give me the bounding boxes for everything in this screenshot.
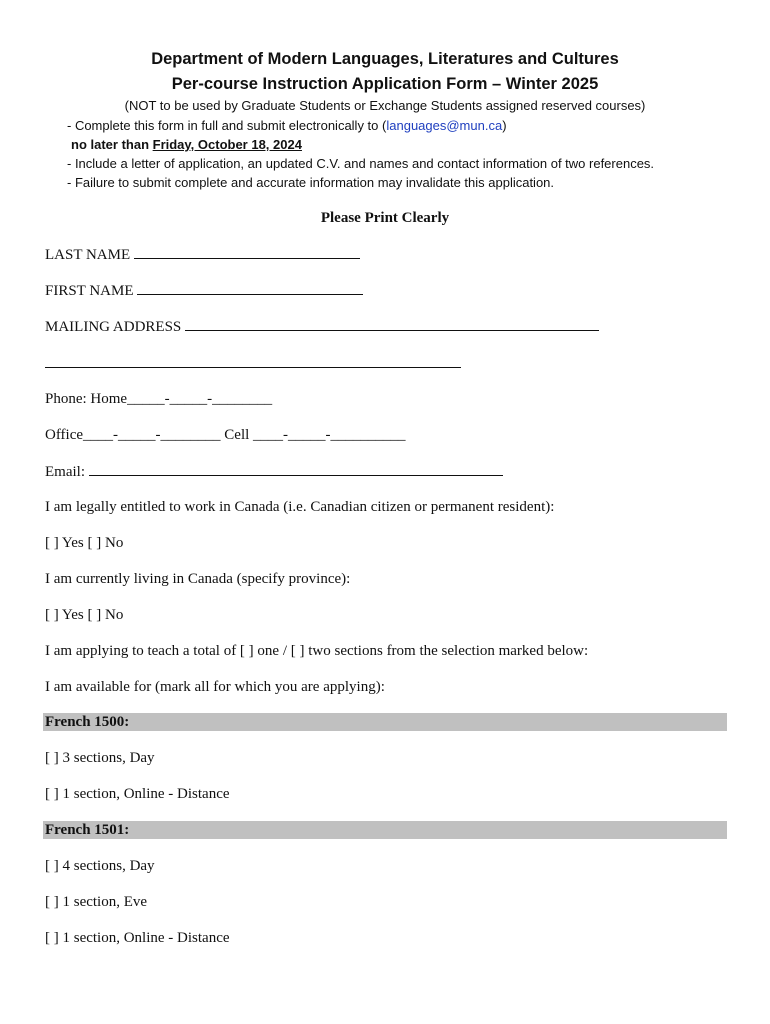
print-clearly-heading: Please Print Clearly — [320, 210, 450, 226]
course-name: French 1501: — [45, 822, 130, 838]
mailing-address-label: MAILING ADDRESS — [45, 319, 182, 335]
instruction-submit-prefix: - Complete this form in full and submit electronically to ( — [67, 118, 387, 133]
mailing-address-line-2-field[interactable] — [45, 355, 461, 368]
living-in-canada-question: I am currently living in Canada (specify province): — [45, 571, 351, 587]
last-name-label: LAST NAME — [45, 247, 131, 263]
last-name-row — [45, 246, 360, 264]
submission-email-link[interactable]: languages@mun.ca — [386, 118, 503, 133]
availability-label: I am available for (mark all for which you are applying): — [45, 679, 385, 695]
mailing-address-row — [45, 318, 599, 336]
deadline-prefix: no later than — [71, 137, 153, 152]
deadline-date: Friday, October 18, 2024 — [152, 137, 302, 152]
course-header-french-1501 — [43, 821, 727, 839]
instruction-submit — [67, 117, 507, 135]
first-name-field[interactable] — [137, 282, 363, 295]
instruction-submit-suffix: ) — [502, 118, 507, 133]
first-name-row — [45, 282, 363, 300]
living-in-canada-options[interactable]: [ ] Yes [ ] No — [45, 607, 124, 623]
instruction-deadline — [71, 136, 302, 154]
mailing-address-line-2-row — [45, 355, 461, 373]
instruction-attachments: - Include a letter of application, an updated C.V. and names and contact information of two references. — [67, 156, 655, 171]
course-option[interactable]: [ ] 1 section, Online - Distance — [45, 930, 230, 946]
last-name-field[interactable] — [134, 246, 360, 259]
course-header-french-1500 — [43, 713, 727, 731]
course-option[interactable]: [ ] 3 sections, Day — [45, 750, 155, 766]
form-title: Per-course Instruction Application Form – Winter 2025 — [171, 75, 599, 93]
sections-count-question[interactable]: I am applying to teach a total of [ ] one / [ ] two sections from the selection marked below: — [45, 643, 589, 659]
phone-office-cell-row[interactable]: Office____-_____-________ Cell ____-_____-__________ — [45, 427, 406, 443]
instruction-warning: - Failure to submit complete and accurate information may invalidate this application. — [67, 175, 555, 190]
work-eligibility-question: I am legally entitled to work in Canada (i.e. Canadian citizen or permanent resident): — [45, 499, 555, 515]
mailing-address-field[interactable] — [185, 318, 599, 331]
usage-note: (NOT to be used by Graduate Students or Exchange Students assigned reserved courses) — [124, 98, 646, 113]
course-option[interactable]: [ ] 4 sections, Day — [45, 858, 155, 874]
first-name-label: FIRST NAME — [45, 283, 134, 299]
work-eligibility-options[interactable]: [ ] Yes [ ] No — [45, 535, 124, 551]
email-field[interactable] — [89, 463, 503, 476]
course-option[interactable]: [ ] 1 section, Online - Distance — [45, 786, 230, 802]
course-name: French 1500: — [45, 714, 130, 730]
department-title: Department of Modern Languages, Literatures and Cultures — [151, 50, 619, 68]
email-label: Email: — [45, 464, 85, 480]
course-option[interactable]: [ ] 1 section, Eve — [45, 894, 148, 910]
email-row — [45, 463, 503, 481]
phone-home-row[interactable]: Phone: Home_____-_____-________ — [45, 391, 273, 407]
